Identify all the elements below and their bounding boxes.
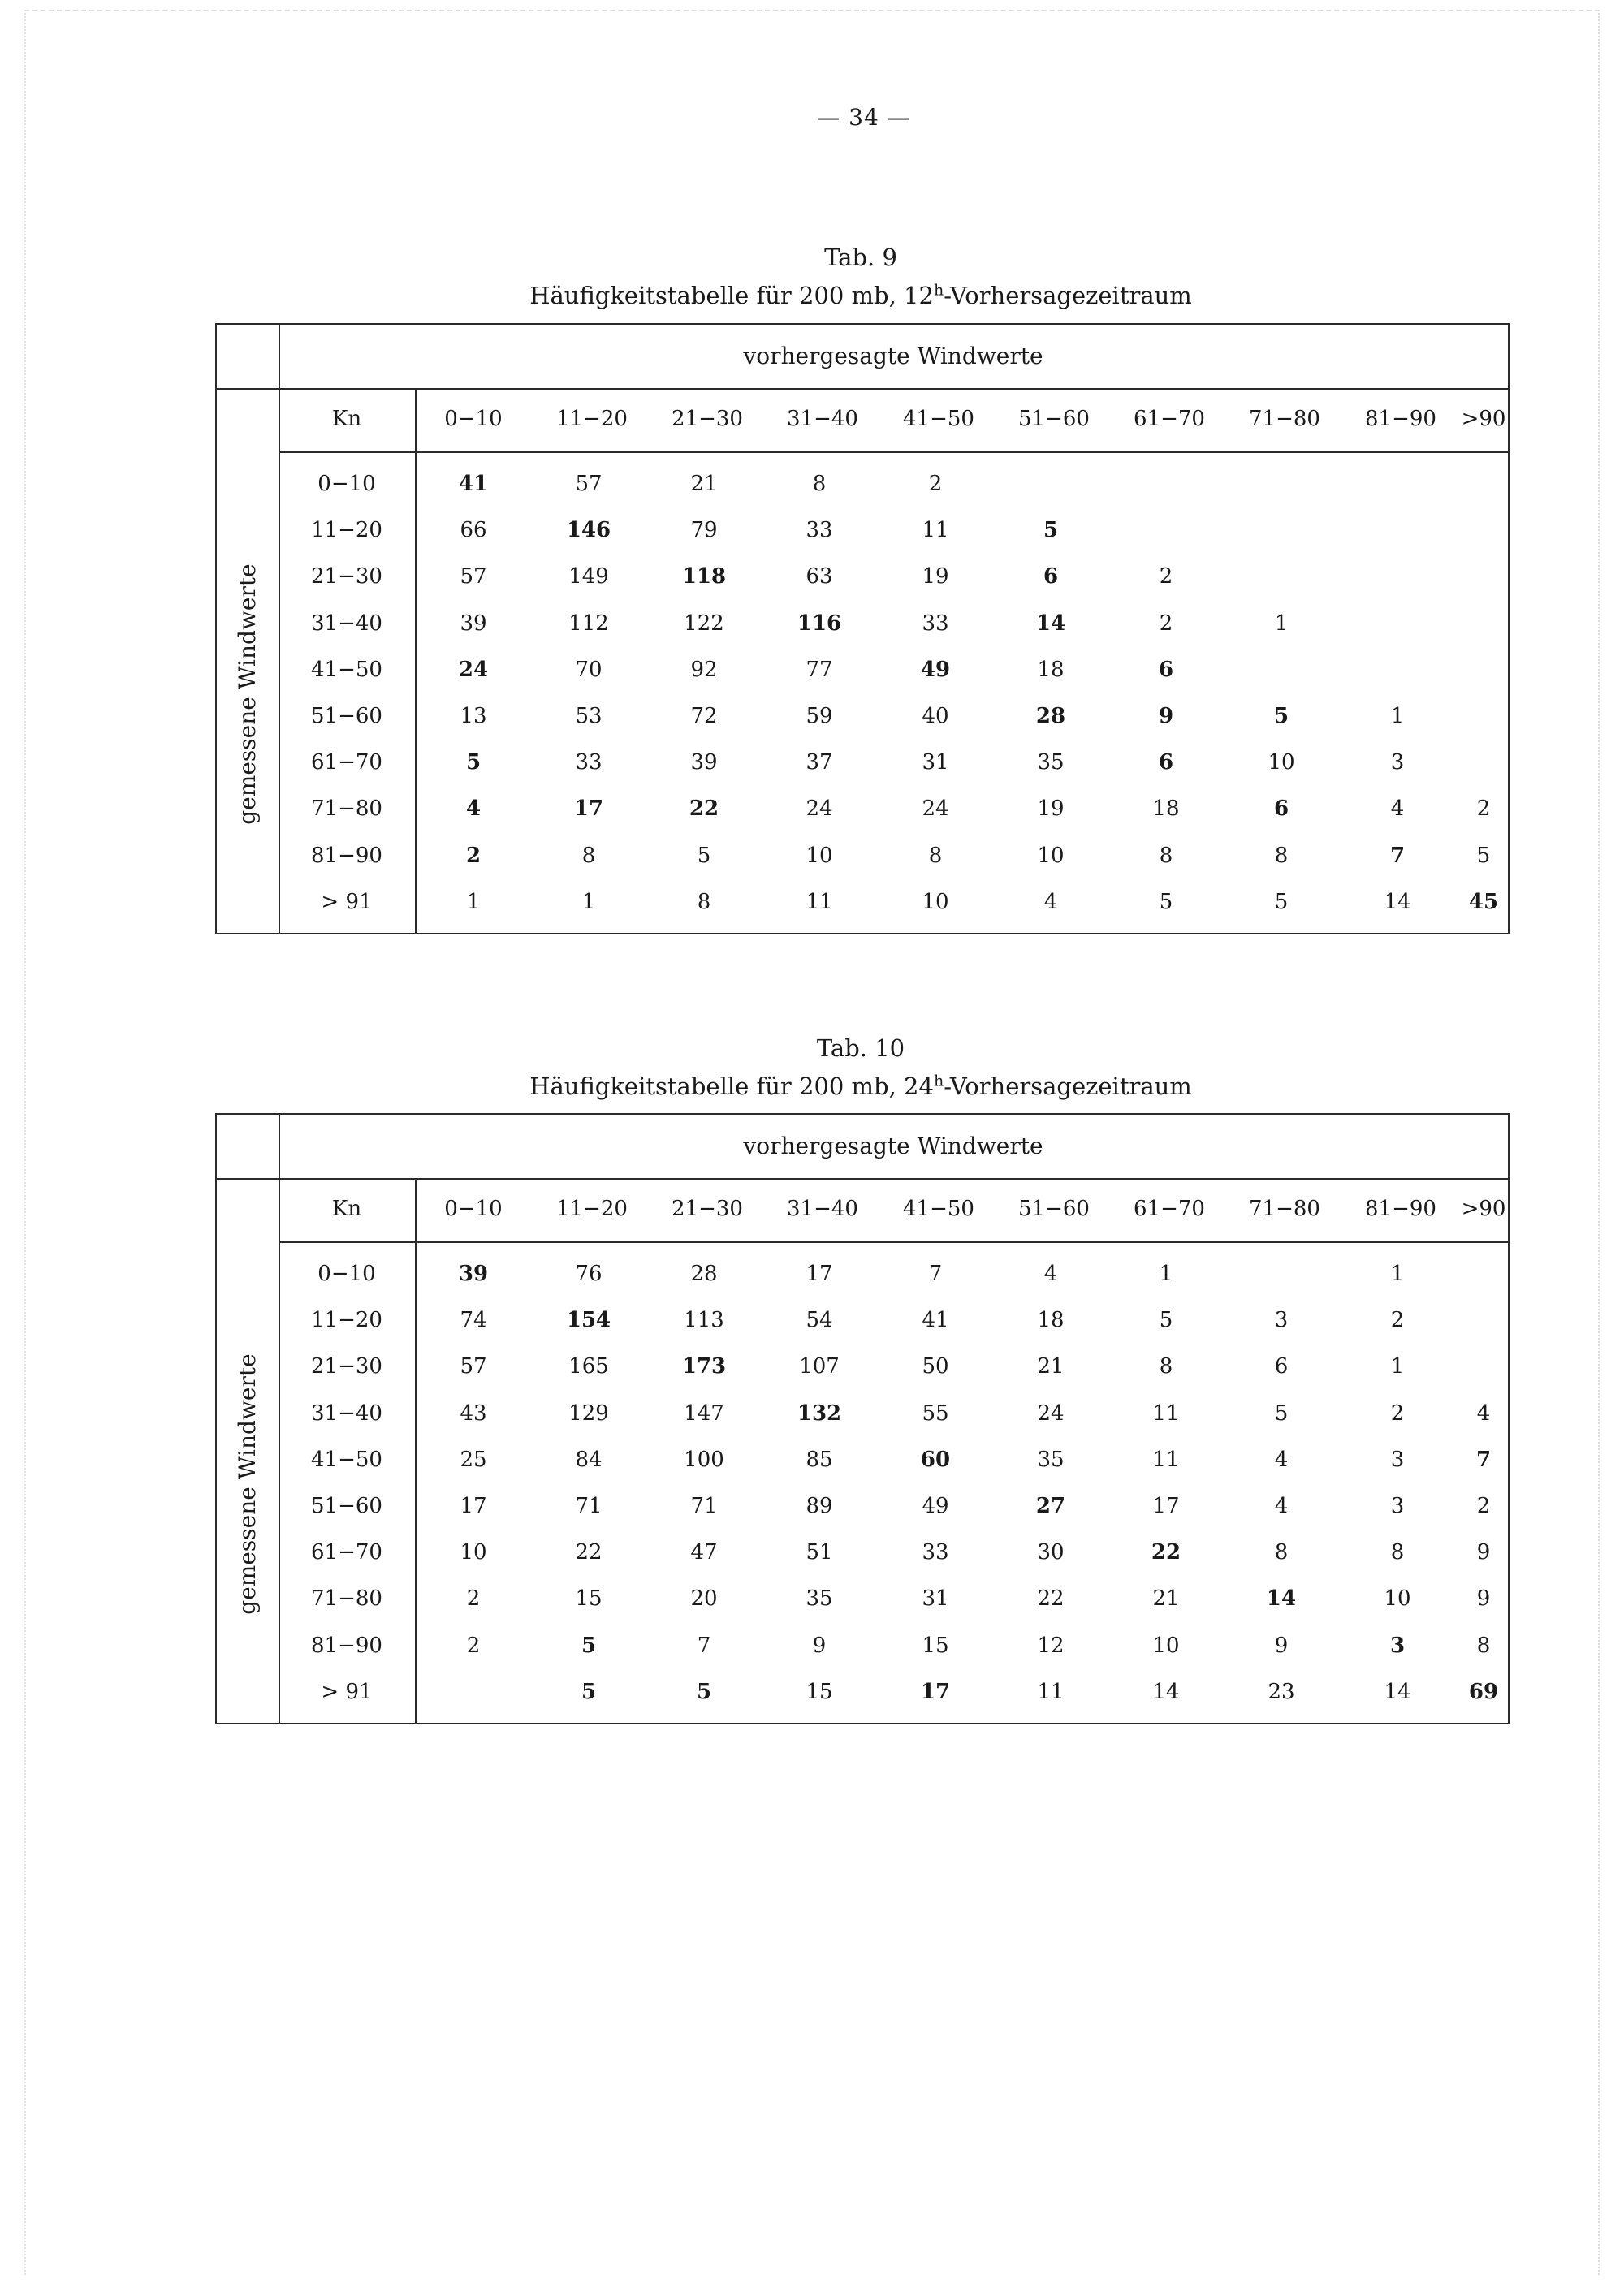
table-cell: 129: [568, 1400, 609, 1426]
table-cell: 1: [1390, 1262, 1405, 1286]
table-cell: 165: [568, 1354, 609, 1379]
table-cell: 13: [460, 704, 487, 728]
table-cell: 100: [684, 1447, 724, 1472]
table-cell: 4: [1274, 1494, 1289, 1518]
table-cell: 11: [806, 889, 833, 914]
table-cell: 79: [690, 518, 718, 543]
table-row: [279, 1582, 1508, 1615]
column-header: 51−60: [1018, 407, 1090, 431]
column-header: 61−70: [1134, 407, 1205, 431]
table-10-title: Häufigkeitstabelle für 200 mb, 24$^h$-Vorhersagezeitraum: [529, 1072, 1192, 1100]
table-cell: 5: [1274, 1400, 1289, 1426]
table-cell: [1249, 514, 1314, 546]
table-row: [279, 1350, 1508, 1383]
table-row: [279, 1629, 1508, 1662]
table-row: [279, 468, 1508, 500]
column-header: >90: [1461, 1197, 1506, 1221]
table-cell: 15: [806, 1679, 833, 1704]
table-cell: 5: [697, 843, 711, 868]
table-cell: 173: [681, 1354, 727, 1379]
table-cell: 45: [1468, 889, 1499, 914]
table-cell: 8: [1274, 843, 1289, 868]
table-cell: [1365, 514, 1430, 546]
table-cell: 31: [922, 1586, 949, 1612]
table-cell: 24: [1037, 1400, 1065, 1426]
table-10-number: Tab. 10: [816, 1034, 905, 1062]
table-cell: 6: [1274, 1354, 1289, 1379]
table-cell: 6: [1273, 796, 1289, 822]
table-cell: 55: [922, 1400, 949, 1426]
table-cell: 18: [1037, 657, 1065, 682]
row-label: 11−20: [311, 518, 382, 543]
table-cell: 14: [1266, 1586, 1297, 1612]
table-row: [279, 654, 1508, 686]
table-cell: 2: [1159, 611, 1173, 636]
table-cell: 17: [920, 1679, 951, 1704]
row-label: 41−50: [311, 657, 382, 682]
table-cell: 33: [575, 750, 603, 775]
column-header: 41−50: [903, 407, 974, 431]
row-label: 71−80: [311, 1586, 382, 1612]
table-cell: 12: [1037, 1633, 1065, 1658]
table-cell: 14: [1035, 611, 1066, 636]
table-cell: 53: [575, 704, 603, 728]
column-header: 21−30: [672, 1197, 743, 1221]
row-label: 71−80: [311, 796, 382, 822]
header-row: [279, 403, 1508, 435]
table-row: [279, 1490, 1508, 1522]
table-cell: 31: [922, 750, 949, 775]
table-cell: [1459, 468, 1508, 500]
table-10-caption: [211, 1032, 1510, 1103]
table-cell: 10: [1268, 750, 1295, 775]
table-cell: 10: [1152, 1633, 1180, 1658]
table-cell: 71: [690, 1494, 718, 1518]
table-9-caption: [211, 241, 1510, 312]
table-cell: 7: [928, 1262, 943, 1286]
table-cell: 4: [1274, 1447, 1289, 1472]
table-cell: 118: [681, 564, 727, 589]
table-cell: 17: [573, 796, 604, 822]
table-cell: 4: [1043, 889, 1058, 914]
table-row: [279, 792, 1508, 825]
table-row: [279, 1676, 1508, 1708]
scan-edge-left: [24, 10, 26, 2275]
table-row: [279, 839, 1508, 872]
table-cell: [1459, 654, 1508, 686]
table-cell: 113: [684, 1308, 724, 1333]
table-cell: 28: [1035, 704, 1066, 728]
table-cell: 8: [581, 843, 596, 868]
table-cell: 14: [1152, 1679, 1180, 1704]
table-cell: 2: [466, 1586, 481, 1612]
table-cell: 7: [697, 1633, 711, 1658]
table-cell: [1018, 468, 1083, 500]
table-cell: 47: [690, 1540, 718, 1565]
table-cell: 33: [922, 1540, 949, 1565]
table-cell: [1249, 1258, 1314, 1290]
column-header: 81−90: [1365, 407, 1436, 431]
table-cell: 1: [1390, 704, 1405, 728]
table-cell: 6: [1158, 657, 1174, 682]
table-cell: 8: [1159, 843, 1173, 868]
row-label: 31−40: [311, 611, 382, 636]
table-cell: 10: [806, 843, 833, 868]
table-cell: 76: [575, 1262, 603, 1286]
table-cell: [1365, 560, 1430, 593]
table-cell: 8: [1159, 1354, 1173, 1379]
table-cell: 107: [799, 1354, 840, 1379]
row-label: 0−10: [317, 472, 376, 496]
table-row: [279, 560, 1508, 593]
row-label: 81−90: [311, 843, 382, 868]
table-cell: 146: [566, 518, 611, 543]
table-cell: 74: [460, 1308, 487, 1333]
table-cell: 77: [806, 657, 833, 682]
table-cell: 6: [1158, 750, 1174, 775]
column-header: 21−30: [672, 407, 743, 431]
table-cell: 21: [1152, 1586, 1180, 1612]
table-cell: 9: [1274, 1633, 1289, 1658]
table-cell: [1459, 514, 1508, 546]
table-cell: 1: [1390, 1354, 1405, 1379]
row-label: 11−20: [311, 1308, 382, 1333]
table-cell: 8: [697, 889, 711, 914]
table-cell: 49: [920, 657, 951, 682]
row-label: 81−90: [311, 1633, 382, 1658]
table-cell: 5: [1476, 843, 1491, 868]
row-label: 51−60: [311, 704, 382, 728]
table-cell: 8: [1476, 1633, 1491, 1658]
column-group-header: vorhergesagte Windwerte: [743, 343, 1043, 369]
table-cell: 5: [1159, 889, 1173, 914]
corner-unit-label: Kn: [331, 1197, 362, 1221]
table-cell: 147: [684, 1400, 724, 1426]
table-cell: 71: [575, 1494, 603, 1518]
table-row: [279, 1444, 1508, 1476]
column-group-header: vorhergesagte Windwerte: [743, 1133, 1043, 1159]
table-cell: 5: [465, 750, 482, 775]
table-cell: 35: [806, 1586, 833, 1612]
table-cell: 54: [806, 1308, 833, 1333]
table-cell: 21: [690, 472, 718, 496]
table-cell: 9: [1476, 1586, 1491, 1612]
table-cell: 39: [458, 1262, 489, 1286]
table-cell: 1: [1274, 611, 1289, 636]
table-cell: 7: [1389, 843, 1406, 868]
table-9-title: Häufigkeitstabelle für 200 mb, 12$^h$-Vorhersagezeitraum: [529, 281, 1192, 309]
table-cell: 10: [460, 1540, 487, 1565]
table-cell: 84: [575, 1447, 603, 1472]
column-header: 11−20: [556, 407, 628, 431]
table-cell: 24: [806, 796, 833, 822]
table-cell: 23: [1268, 1679, 1295, 1704]
table-cell: 17: [460, 1494, 487, 1518]
table-cell: 69: [1468, 1679, 1499, 1704]
frequency-table-10: vorhergesagte Windwerte gemessene Windwerte Kn 0−10 11−20 21−30 31−40 41−50 51−60 61−70 71−80 81−90 >90 0−10 39 76 28 17 7 4 1 1 11−20 74 154 113 54 41 18 5 3 2 21−30 57 165 173 107 50 21 8 6 1 31−40 43 129 147 132 55 24 11 5 2 4 41−50 25 84 100 85 60 35 11 4 3 7 51−60 17 71 71 89 49 27 17 4 3 2 61−70 10 22 47 51 33 30 22 8 8 9 71−80 2 15 20 35 31 22 21 14 10 9 81−90 2 5 7 9 15 12 10 9 3 8 > 91 5 5 15 17 11 14 23 14 69: [215, 1113, 1510, 1724]
table-cell: 4: [1390, 796, 1405, 822]
row-label: 61−70: [311, 750, 382, 775]
table-row: [279, 700, 1508, 732]
row-label: > 91: [321, 889, 373, 914]
column-header: 0−10: [444, 1197, 503, 1221]
table-cell: 37: [806, 750, 833, 775]
table-cell: 149: [568, 564, 609, 589]
column-header: 81−90: [1365, 1197, 1436, 1221]
table-cell: 11: [1152, 1400, 1180, 1426]
table-cell: 10: [1384, 1586, 1411, 1612]
table-cell: 15: [575, 1586, 603, 1612]
table-cell: [1134, 514, 1199, 546]
table-cell: 5: [1159, 1308, 1173, 1333]
table-cell: 2: [1390, 1400, 1405, 1426]
table-cell: 154: [566, 1308, 611, 1333]
column-header: 0−10: [444, 407, 503, 431]
table-cell: 8: [1390, 1540, 1405, 1565]
table-cell: 10: [1037, 843, 1065, 868]
frequency-table-9: vorhergesagte Windwerte gemessene Windwerte Kn 0−10 11−20 21−30 31−40 41−50 51−60 61−70 71−80 81−90 >90 0−10 41 57 21 8 2 11−20 66 146 79 33 11 5 21−30 57 149 118 63 19 6 2 31−40 39 112 122 116 33 14 2 1 41−50 24 70 92 77 49 18 6 51−60 13 53 72 59 40 28 9 5 1 61−70 5 33 39 37 31 35 6 10 3 71−80 4 17 22 24 24 19 18 6 4 2 81−90 2 8 5 10 8 10 8 8 7 5 > 91 1 1 8 11 10 4 5 5 14 45: [215, 323, 1510, 934]
table-cell: 14: [1384, 1679, 1411, 1704]
table-cell: 15: [922, 1633, 949, 1658]
column-header: 11−20: [556, 1197, 628, 1221]
table-cell: 3: [1390, 1447, 1405, 1472]
divider: [279, 451, 1508, 453]
column-header: 71−80: [1249, 1197, 1320, 1221]
scan-edge-right: [1598, 10, 1600, 2275]
table-cell: 2: [1476, 1494, 1491, 1518]
table-cell: 72: [690, 704, 718, 728]
table-row: [279, 1258, 1508, 1290]
table-cell: 33: [922, 611, 949, 636]
table-cell: 57: [460, 564, 487, 589]
table-cell: [1459, 560, 1508, 593]
table-cell: 57: [460, 1354, 487, 1379]
row-label: 61−70: [311, 1540, 382, 1565]
table-cell: 41: [922, 1308, 949, 1333]
table-row: [279, 1397, 1508, 1430]
table-cell: 5: [581, 1633, 597, 1658]
column-header: 31−40: [787, 407, 858, 431]
row-label: 41−50: [311, 1447, 382, 1472]
row-label: 21−30: [311, 1354, 382, 1379]
table-cell: 59: [806, 704, 833, 728]
table-cell: 19: [1037, 796, 1065, 822]
table-cell: 9: [1476, 1540, 1491, 1565]
page-number: — 34 —: [817, 104, 911, 131]
row-label: 21−30: [311, 564, 382, 589]
table-cell: 2: [1159, 564, 1173, 589]
column-header: >90: [1461, 407, 1506, 431]
table-cell: [1365, 607, 1430, 640]
table-cell: 22: [1151, 1540, 1181, 1565]
table-cell: 122: [684, 611, 724, 636]
table-cell: 41: [458, 472, 489, 496]
table-cell: 9: [812, 1633, 827, 1658]
table-cell: 89: [806, 1494, 833, 1518]
table-row: [279, 1304, 1508, 1336]
row-label: 31−40: [311, 1400, 382, 1426]
table-cell: 18: [1037, 1308, 1065, 1333]
table-cell: [1249, 654, 1314, 686]
divider: [279, 1241, 1508, 1243]
table-cell: [1459, 1304, 1508, 1336]
table-cell: 92: [690, 657, 718, 682]
table-cell: [1459, 746, 1508, 779]
table-cell: 8: [928, 843, 943, 868]
table-cell: 39: [460, 611, 487, 636]
table-cell: 66: [460, 518, 487, 543]
table-cell: 14: [1384, 889, 1411, 914]
table-cell: 49: [922, 1494, 949, 1518]
table-cell: 4: [465, 796, 482, 822]
table-cell: 112: [568, 611, 609, 636]
column-header: 71−80: [1249, 407, 1320, 431]
table-cell: 17: [1152, 1494, 1180, 1518]
table-cell: 9: [1158, 704, 1174, 728]
table-cell: 6: [1043, 564, 1059, 589]
table-cell: 3: [1389, 1633, 1406, 1658]
table-cell: 3: [1390, 1494, 1405, 1518]
table-cell: 11: [922, 518, 949, 543]
table-cell: 30: [1037, 1540, 1065, 1565]
table-cell: 18: [1152, 796, 1180, 822]
table-row: [279, 746, 1508, 779]
table-cell: [1249, 560, 1314, 593]
table-cell: 33: [806, 518, 833, 543]
table-cell: 24: [458, 657, 489, 682]
table-cell: 5: [1043, 518, 1059, 543]
table-cell: 63: [806, 564, 833, 589]
divider: [217, 1178, 1508, 1180]
table-cell: 50: [922, 1354, 949, 1379]
table-cell: 5: [696, 1679, 712, 1704]
table-cell: 24: [922, 796, 949, 822]
column-header: 61−70: [1134, 1197, 1205, 1221]
table-cell: 2: [465, 843, 482, 868]
table-cell: 17: [806, 1262, 833, 1286]
table-cell: 4: [1476, 1400, 1491, 1426]
table-cell: 7: [1475, 1447, 1492, 1472]
table-9-number: Tab. 9: [824, 244, 897, 271]
table-cell: 39: [690, 750, 718, 775]
table-cell: 43: [460, 1400, 487, 1426]
divider: [217, 388, 1508, 390]
table-cell: 5: [1274, 889, 1289, 914]
table-cell: 20: [690, 1586, 718, 1612]
row-label: 0−10: [317, 1262, 376, 1286]
table-cell: 35: [1037, 750, 1065, 775]
table-cell: 2: [1476, 796, 1491, 822]
table-cell: 35: [1037, 1447, 1065, 1472]
table-cell: 116: [797, 611, 842, 636]
table-cell: [1365, 468, 1430, 500]
table-cell: 22: [1037, 1586, 1065, 1612]
table-cell: 4: [1043, 1262, 1058, 1286]
table-cell: 2: [1390, 1308, 1405, 1333]
header-row: [279, 1193, 1508, 1225]
table-cell: 3: [1390, 750, 1405, 775]
table-cell: [1459, 700, 1508, 732]
table-cell: 60: [920, 1447, 951, 1472]
table-cell: 22: [689, 796, 719, 822]
table-cell: 70: [575, 657, 603, 682]
table-row: [279, 514, 1508, 546]
table-cell: 5: [581, 1679, 597, 1704]
table-cell: [1365, 654, 1430, 686]
scan-edge-top: [24, 10, 1600, 11]
table-cell: 8: [812, 472, 827, 496]
table-cell: 51: [806, 1540, 833, 1565]
table-cell: 8: [1274, 1540, 1289, 1565]
table-cell: 1: [466, 889, 481, 914]
table-cell: 57: [575, 472, 603, 496]
table-cell: 2: [928, 472, 943, 496]
table-row: [279, 1536, 1508, 1569]
table-cell: 19: [922, 564, 949, 589]
table-cell: 21: [1037, 1354, 1065, 1379]
table-cell: 1: [1159, 1262, 1173, 1286]
table-cell: 1: [581, 889, 596, 914]
table-cell: [1249, 468, 1314, 500]
table-cell: 85: [806, 1447, 833, 1472]
table-cell: [441, 1676, 506, 1708]
table-row: [279, 607, 1508, 640]
column-header: 51−60: [1018, 1197, 1090, 1221]
table-cell: [1459, 607, 1508, 640]
table-row: [279, 886, 1508, 918]
table-cell: [1459, 1258, 1508, 1290]
table-cell: [1134, 468, 1199, 500]
table-cell: 40: [922, 704, 949, 728]
table-cell: 2: [466, 1633, 481, 1658]
table-cell: 22: [575, 1540, 603, 1565]
table-cell: 11: [1037, 1679, 1065, 1704]
table-cell: 5: [1273, 704, 1289, 728]
table-cell: 28: [690, 1262, 718, 1286]
table-cell: 25: [460, 1447, 487, 1472]
table-cell: [1459, 1350, 1508, 1383]
column-header: 31−40: [787, 1197, 858, 1221]
row-label: 51−60: [311, 1494, 382, 1518]
table-cell: 27: [1035, 1494, 1066, 1518]
table-cell: 10: [922, 889, 949, 914]
table-cell: 132: [797, 1400, 842, 1426]
table-cell: 3: [1274, 1308, 1289, 1333]
row-label: > 91: [321, 1679, 373, 1704]
column-header: 41−50: [903, 1197, 974, 1221]
table-cell: 11: [1152, 1447, 1180, 1472]
corner-unit-label: Kn: [331, 407, 362, 431]
